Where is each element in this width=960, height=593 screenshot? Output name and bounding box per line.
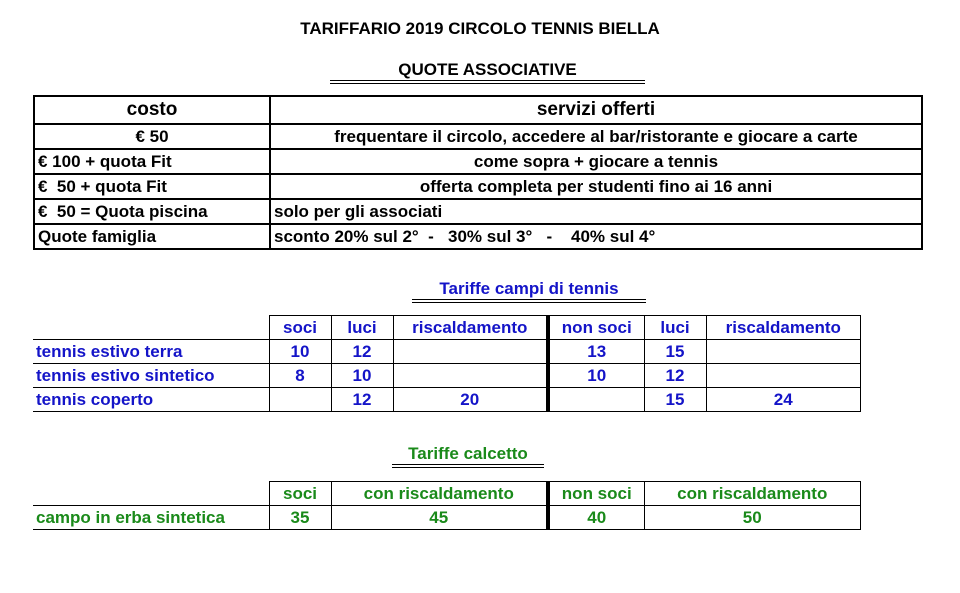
- header-costo: costo: [34, 96, 270, 124]
- costo-cell: € 100 + quota Fit: [34, 149, 270, 174]
- col-header: soci: [269, 482, 331, 506]
- table-row: [34, 174, 922, 199]
- calcetto-header-row: [33, 482, 861, 506]
- table-row: [33, 364, 861, 388]
- value-cell: 20: [393, 388, 548, 412]
- value-cell: [548, 388, 644, 412]
- table-row: [34, 199, 922, 224]
- quote-header-row: [34, 96, 922, 124]
- value-cell: 12: [331, 388, 393, 412]
- costo-cell: € 50: [34, 124, 270, 149]
- value-cell: 10: [331, 364, 393, 388]
- table-row: [34, 149, 922, 174]
- servizi-cell: solo per gli associati: [270, 199, 922, 224]
- table-row: [33, 506, 861, 530]
- col-header: riscaldamento: [393, 316, 548, 340]
- tennis-table: [33, 315, 861, 412]
- value-cell: 13: [548, 340, 644, 364]
- value-cell: 35: [269, 506, 331, 530]
- table-row: [33, 340, 861, 364]
- value-cell: [706, 340, 861, 364]
- page-title: TARIFFARIO 2019 CIRCOLO TENNIS BIELLA: [300, 19, 660, 38]
- col-header: riscaldamento: [706, 316, 861, 340]
- quote-heading-text: QUOTE ASSOCIATIVE: [398, 60, 577, 79]
- col-header: con riscaldamento: [331, 482, 548, 506]
- value-cell: [393, 340, 548, 364]
- servizi-cell: offerta completa per studenti fino ai 16 anni: [270, 174, 922, 199]
- tennis-heading: [412, 279, 646, 299]
- value-cell: [269, 388, 331, 412]
- value-cell: 8: [269, 364, 331, 388]
- value-cell: 45: [331, 506, 548, 530]
- corner-cell: [33, 482, 269, 506]
- value-cell: 12: [331, 340, 393, 364]
- value-cell: 12: [644, 364, 706, 388]
- quote-heading: [330, 60, 645, 80]
- value-cell: 10: [548, 364, 644, 388]
- table-row: [33, 388, 861, 412]
- col-header: non soci: [548, 316, 644, 340]
- quote-table: [33, 95, 923, 250]
- costo-cell: € 50 = Quota piscina: [34, 199, 270, 224]
- calcetto-heading: [392, 444, 544, 464]
- value-cell: 40: [548, 506, 644, 530]
- value-cell: 15: [644, 340, 706, 364]
- table-row: [34, 224, 922, 249]
- quote-heading-underline: [330, 80, 645, 84]
- tennis-heading-text: Tariffe campi di tennis: [439, 279, 619, 298]
- col-header: non soci: [548, 482, 644, 506]
- costo-cell: € 50 + quota Fit: [34, 174, 270, 199]
- col-header: con riscaldamento: [644, 482, 861, 506]
- row-label: tennis estivo sintetico: [33, 364, 269, 388]
- calcetto-heading-underline: [392, 464, 544, 468]
- row-label: tennis coperto: [33, 388, 269, 412]
- calcetto-heading-text: Tariffe calcetto: [408, 444, 528, 463]
- col-header: luci: [331, 316, 393, 340]
- value-cell: [706, 364, 861, 388]
- value-cell: 50: [644, 506, 861, 530]
- calcetto-table: [33, 481, 861, 530]
- tennis-header-row: [33, 316, 861, 340]
- value-cell: 24: [706, 388, 861, 412]
- costo-cell: Quote famiglia: [34, 224, 270, 249]
- col-header: soci: [269, 316, 331, 340]
- row-label: campo in erba sintetica: [33, 506, 269, 530]
- header-servizi: servizi offerti: [270, 96, 922, 124]
- corner-cell: [33, 316, 269, 340]
- value-cell: [393, 364, 548, 388]
- value-cell: 10: [269, 340, 331, 364]
- table-row: [34, 124, 922, 149]
- tennis-heading-underline: [412, 299, 646, 303]
- servizi-cell: sconto 20% sul 2° - 30% sul 3° - 40% sul 4°: [270, 224, 922, 249]
- servizi-cell: come sopra + giocare a tennis: [270, 149, 922, 174]
- servizi-cell: frequentare il circolo, accedere al bar/ristorante e giocare a carte: [270, 124, 922, 149]
- value-cell: 15: [644, 388, 706, 412]
- row-label: tennis estivo terra: [33, 340, 269, 364]
- col-header: luci: [644, 316, 706, 340]
